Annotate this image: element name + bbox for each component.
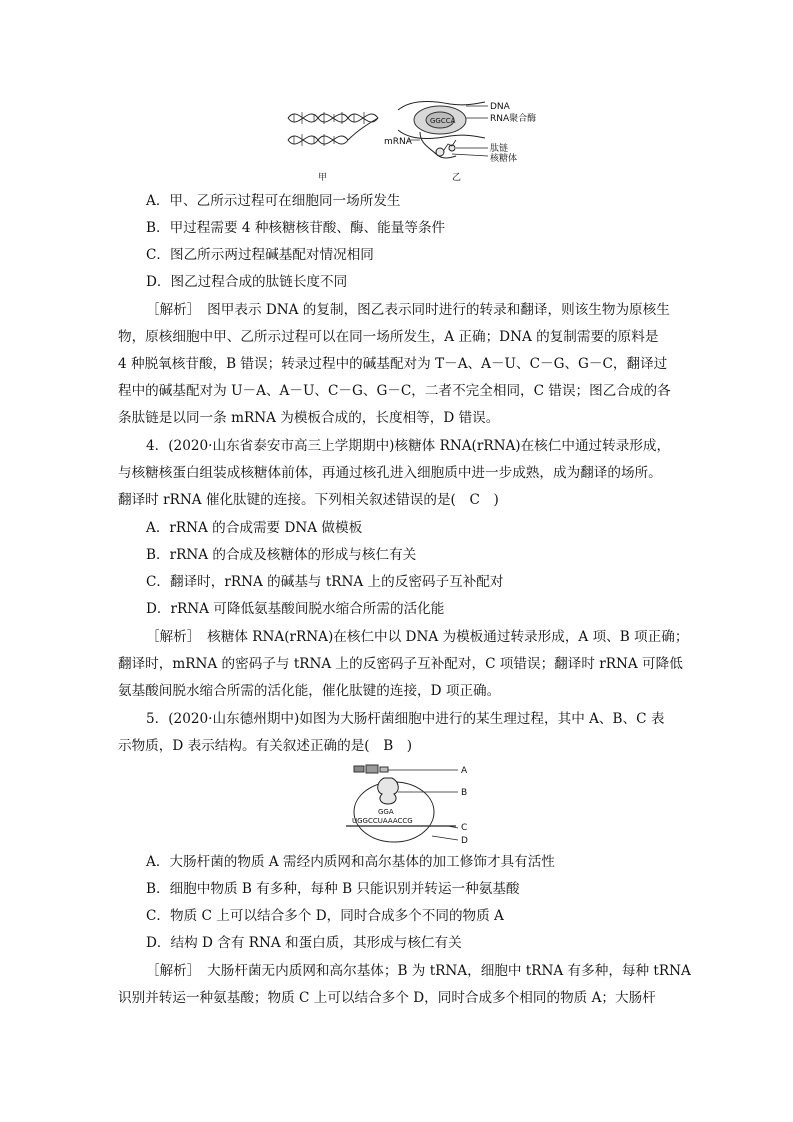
label-anticodon: GGA (378, 808, 394, 816)
q4-option-b: B．rRNA 的合成及核糖体的形成与核仁有关 (146, 547, 417, 563)
label-peptide: 肽链 (490, 144, 509, 154)
label-d: D (461, 836, 468, 846)
q5-option-c: C．物质 C 上可以结合多个 D，同时合成多个不同的物质 A (146, 908, 504, 924)
q5-analysis-line-2: 识别并转运一种氨基酸；物质 C 上可以结合多个 D，同时合成多个相同的物质 A；大肠杆 (118, 990, 656, 1006)
figure-translation (340, 762, 480, 848)
label-dna: DNA (490, 102, 510, 112)
label-mrna-sequence: UGGCCUAAACCG (352, 817, 413, 825)
transcription-translation-diagram (398, 102, 488, 158)
label-ribosome: 核糖体 (490, 154, 518, 164)
q4-stem-line-2: 与核糖核蛋白组装成核糖体前体，再通过核孔进入细胞质中进一步成熟，成为翻译的场所。 (118, 465, 662, 481)
label-mrna: mRNA (384, 137, 412, 147)
q3-option-a: A．甲、乙所示过程可在细胞同一场所发生 (146, 193, 401, 209)
q3-analysis-line-5: 条肽链是以同一条 mRNA 为模板合成的，长度相等，D 错误。 (118, 410, 500, 426)
q4-analysis-line-1: ［解析］ 核糖体 RNA(rRNA)在核仁中以 DNA 为模板通过转录形成，A 项、B 项正确； (146, 629, 689, 645)
q4-option-a: A．rRNA 的合成需要 DNA 做模板 (146, 520, 363, 536)
q4-stem-line-1: 4．(2020·山东省泰安市高三上学期期中)核糖体 RNA(rRNA)在核仁中通过转录形成， (146, 438, 671, 454)
q3-option-b: B．甲过程需要 4 种核糖核苷酸、酶、能量等条件 (146, 220, 446, 236)
q5-option-a: A．大肠杆菌的物质 A 需经内质网和高尔基体的加工修饰才具有活性 (146, 854, 555, 870)
figure-replication-transcription (280, 96, 570, 186)
q3-analysis-line-3: 4 种脱氧核苷酸，B 错误；转录过程中的碱基配对为 T－A、A－U、C－G、G－C，翻译过 (118, 356, 668, 372)
svg-text:GGCCA: GGCCA (430, 117, 456, 125)
label-c: C (461, 823, 468, 833)
label-b: B (461, 788, 468, 798)
q5-analysis-line-1: ［解析］ 大肠杆菌无内质网和高尔基体；B 为 tRNA，细胞中 tRNA 有多种，每种 tRNA (146, 963, 691, 979)
q4-stem-line-3: 翻译时 rRNA 催化肽键的连接。下列相关叙述错误的是( C ) (118, 492, 499, 508)
q3-option-d: D．图乙过程合成的肽链长度不同 (146, 274, 348, 290)
q5-option-d: D．结构 D 含有 RNA 和蛋白质，其形成与核仁有关 (146, 935, 462, 951)
figure-label-jia: 甲 (318, 173, 328, 183)
q4-analysis-line-2: 翻译时，mRNA 的密码子与 tRNA 上的反密码子互补配对，C 项错误；翻译时 rRNA 可降低 (118, 656, 683, 672)
dna-replication-diagram (288, 112, 378, 146)
q3-analysis-line-2: 物，原核细胞中甲、乙所示过程可以在同一场所发生，A 正确；DNA 的复制需要的原料是 (118, 329, 659, 345)
q4-option-c: C．翻译时，rRNA 的碱基与 tRNA 上的反密码子互补配对 (146, 574, 504, 590)
q4-analysis-line-3: 氨基酸间脱水缩合所需的活化能，催化肽键的连接，D 项正确。 (118, 683, 501, 699)
label-rna-polymerase: RNA聚合酶 (490, 114, 537, 124)
q3-option-c: C．图乙所示两过程碱基配对情况相同 (146, 247, 374, 263)
q5-stem-line-2: 示物质，D 表示结构。有关叙述正确的是( B ) (118, 738, 413, 754)
q3-analysis-line-4: 程中的碱基配对为 U－A、A－U、C－G、G－C，二者不完全相同，C 错误；图乙合成的各 (118, 383, 671, 399)
q3-analysis-line-1: ［解析］ 图甲表示 DNA 的复制，图乙表示同时进行的转录和翻译，则该生物为原核生 (146, 302, 670, 318)
q5-stem-line-1: 5．(2020·山东德州期中)如图为大肠杆菌细胞中进行的某生理过程，其中 A、B、C 表 (146, 711, 665, 727)
figure-label-yi: 乙 (452, 173, 462, 183)
q4-option-d: D．rRNA 可降低氨基酸间脱水缩合所需的活化能 (146, 601, 445, 617)
label-a: A (461, 766, 468, 776)
translation-diagram (346, 765, 458, 842)
q5-option-b: B．细胞中物质 B 有多种，每种 B 只能识别并转运一种氨基酸 (146, 881, 520, 897)
